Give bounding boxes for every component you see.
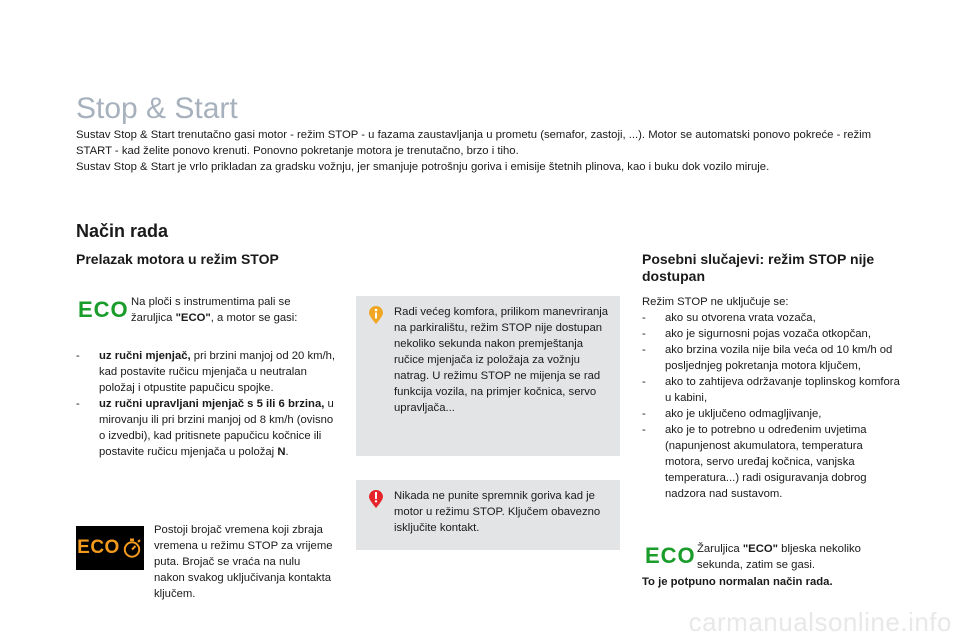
left-heading: Prelazak motora u režim STOP [76, 251, 279, 267]
warning-box-text: Nikada ne punite spremnik goriva kad je motor u režimu STOP. Ključem obavezno isključite kontakt. [394, 490, 601, 534]
item-text: ako je to potrebno u određenim uvjetima (napunjenost akumulatora, temperatura motora, servo uređaj kočnica, vanjska temperatura...) radi osiguravanja dobrog nadzora nad sustavom. [665, 424, 867, 500]
intro-paragraph-2: Sustav Stop & Start je vrlo prikladan za gradsku vožnju, jer smanjuje potrošnju goriva i emisije štetnih plinova, kao i buku dok vozilo miruje. [76, 161, 770, 173]
list-dash: - [642, 408, 646, 420]
list-item [642, 406, 904, 422]
eco-counter-label: ECO [77, 537, 120, 558]
list-dash: - [642, 424, 646, 436]
eco-lamp-description [131, 294, 331, 326]
item-text: ako to zahtijeva održavanje toplinskog komfora u kabini, [665, 376, 900, 404]
item-text: ako su otvorena vrata vozača, [665, 312, 816, 324]
eco-counter-icon [76, 526, 144, 570]
eco-blink-description [697, 541, 897, 573]
list-dash: - [642, 376, 646, 388]
info-box [356, 296, 620, 456]
intro-text [76, 127, 876, 175]
item-bold-end: N [277, 446, 286, 458]
info-box-text: Radi većeg komfora, prilikom manevriranja na parkiralištu, režim STOP nije dostupan nekoliko sekunda nakon premještanja ručice mjenjača iz položaja za vožnju natrag. U režimu STOP ne mijenja se rad funkcija vozila, na primjer kočnica, servo upravljača... [394, 306, 609, 414]
counter-description: Postoji brojač vremena koji zbraja vremena u režimu STOP za vrijeme puta. Brojač se vraća na nulu nakon svakog uključivanja kontakta ključem. [154, 524, 333, 600]
section-title: Način rada [76, 221, 169, 241]
item-text: ako je uključeno odmagljivanje, [665, 408, 822, 420]
info-icon [366, 305, 386, 325]
eco-green-icon: ECO [78, 297, 129, 322]
eco-blink-text-1: Žaruljica [697, 543, 743, 555]
warning-box [356, 480, 620, 550]
list-item [642, 374, 904, 406]
page-title: Stop & Start [76, 92, 238, 125]
list-item [76, 396, 336, 460]
stopwatch-icon [121, 537, 143, 559]
list-dash: - [76, 398, 80, 410]
item-end: . [285, 446, 289, 458]
item-text: ako je sigurnosni pojas vozača otkopčan, [665, 328, 871, 340]
item-bold: uz ručni upravljani mjenjač s 5 ili 6 brzina, [99, 398, 325, 410]
intro-paragraph-1: Sustav Stop & Start trenutačno gasi motor - režim STOP - u fazama zaustavljanja u prometu (semafor, zastoji, ...). Motor se automatski ponovo pokreće - režim START - kad želite ponovo krenuti. Ponovno pokretanje motora je trenutačno, brzo i tiho. [76, 129, 872, 157]
list-item [642, 326, 904, 342]
list-item [642, 310, 904, 326]
eco-blink-text-2: bljeska nekoliko sekunda, zatim se gasi. [697, 543, 861, 571]
list-dash: - [642, 328, 646, 340]
normal-operation-note: To je potpuno normalan način rada. [642, 576, 833, 588]
item-text: ako brzina vozila nije bila veća od 10 km/h od posljednjeg pokretanja motora ključem, [665, 344, 893, 372]
watermark: carmanualsonline.info [688, 607, 952, 637]
eco-lamp-text-1: Na ploči s instrumentima pali se žaruljica [131, 296, 291, 324]
eco-lamp-text-2: , a motor se gasi: [210, 312, 298, 324]
list-dash: - [642, 312, 646, 324]
right-intro: Režim STOP ne uključuje se: [642, 296, 789, 308]
warning-icon [366, 489, 386, 509]
item-bold: uz ručni mjenjač, [99, 350, 191, 362]
item-text: u mirovanju ili pri brzini manjoj od 8 km/h (ovisno o izvedbi), kad pritisnete papučicu kočnice ili postavite ručicu mjenjača u položaj [99, 398, 334, 458]
eco-lamp-text-bold: "ECO" [175, 312, 211, 324]
right-heading: Posebni slučajevi: režim STOP nije dostupan [642, 251, 875, 284]
list-item [642, 342, 904, 374]
unavailable-conditions-list [642, 310, 904, 502]
eco-green-icon: ECO [645, 543, 696, 568]
list-dash: - [76, 350, 80, 362]
eco-blink-text-bold: "ECO" [742, 543, 779, 555]
list-item [76, 348, 336, 396]
stop-conditions-list [76, 348, 336, 460]
item-text: pri brzini manjoj od 20 km/h, kad postavite ručicu mjenjača u neutralan položaj i otpustite papučicu spojke. [99, 350, 336, 394]
list-dash: - [642, 344, 646, 356]
list-item [642, 422, 904, 502]
